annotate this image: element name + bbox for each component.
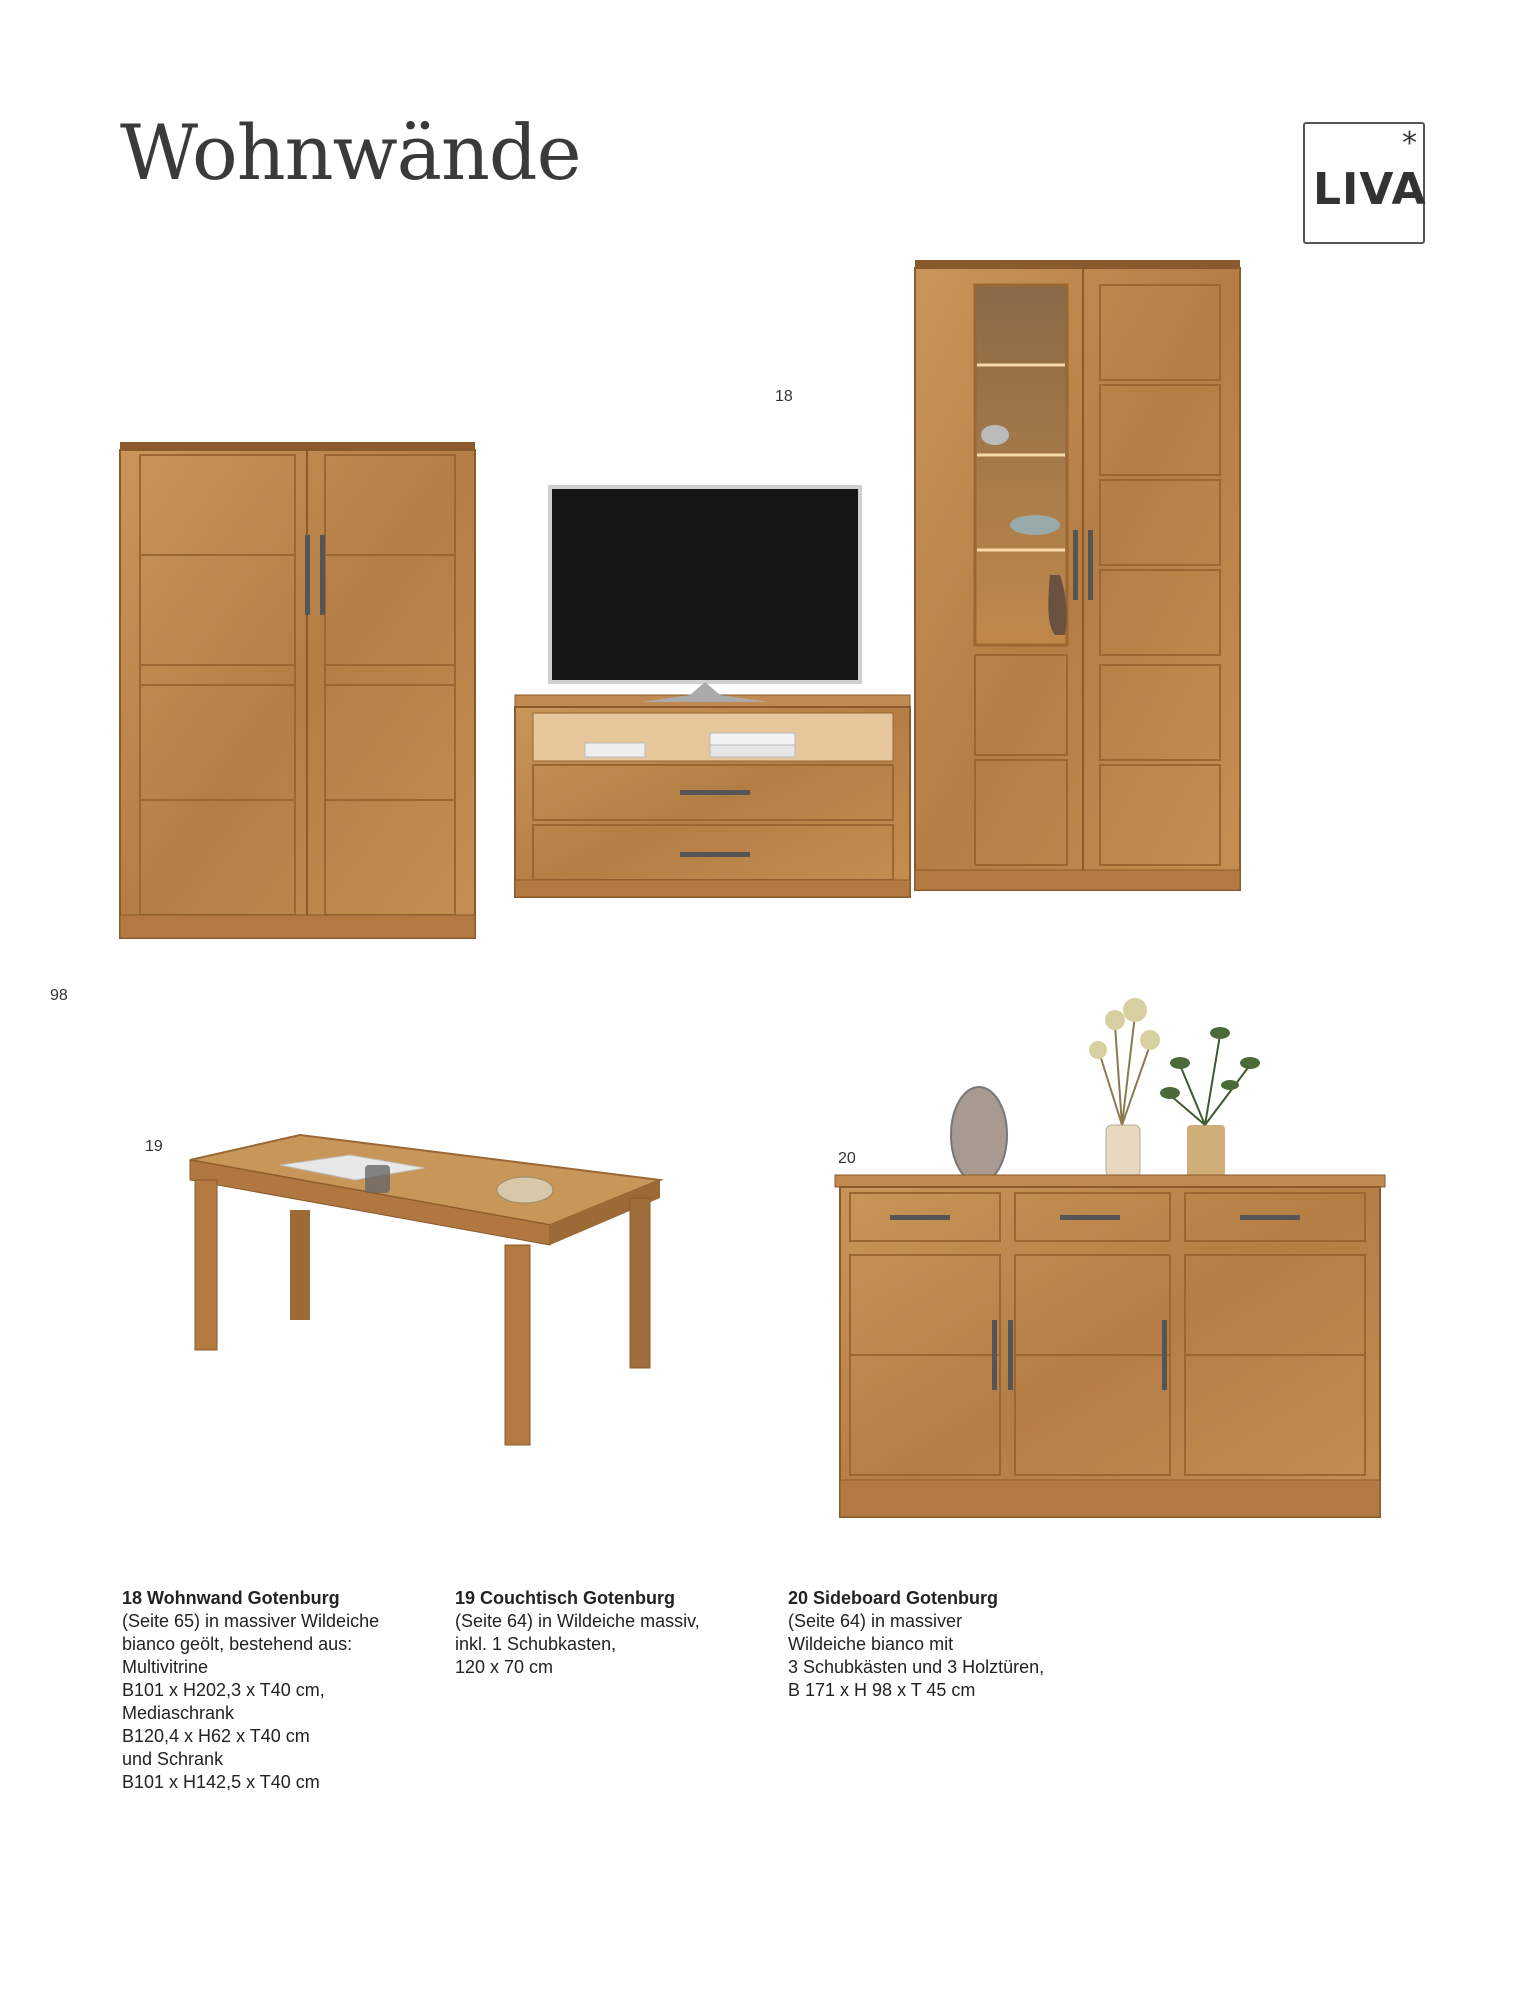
caption-line: 3 Schubkästen und 3 Holztüren, bbox=[788, 1657, 1045, 1677]
sideboard-photo bbox=[830, 975, 1390, 1575]
logo-asterisk-icon: * bbox=[1402, 126, 1417, 161]
caption-line: (Seite 64) in massiver bbox=[788, 1611, 963, 1631]
caption-line: inkl. 1 Schubkasten, bbox=[455, 1634, 617, 1654]
caption-line: B120,4 x H62 x T40 cm bbox=[122, 1726, 310, 1746]
tv bbox=[550, 487, 860, 702]
caption-sideboard bbox=[788, 1587, 1108, 1702]
caption-heading: 20 Sideboard Gotenburg bbox=[788, 1588, 999, 1608]
caption-line: B101 x H202,3 x T40 cm, bbox=[122, 1680, 325, 1700]
caption-line: Multivitrine bbox=[122, 1657, 209, 1677]
caption-line: B 171 x H 98 x T 45 cm bbox=[788, 1680, 976, 1700]
couchtisch-photo bbox=[150, 1130, 670, 1460]
schrank bbox=[120, 442, 475, 938]
caption-line: 120 x 70 cm bbox=[455, 1657, 554, 1677]
caption-line: (Seite 64) in Wildeiche massiv, bbox=[455, 1611, 700, 1631]
product-number-18: 18 bbox=[775, 388, 793, 405]
caption-line: und Schrank bbox=[122, 1749, 224, 1769]
page-number: 98 bbox=[50, 987, 68, 1004]
caption-line: bianco geölt, bestehend aus: bbox=[122, 1634, 353, 1654]
mediaschrank bbox=[515, 695, 910, 897]
caption-heading: 18 Wohnwand Gotenburg bbox=[122, 1588, 340, 1608]
logo-text: LIVA bbox=[1313, 164, 1427, 215]
caption-couchtisch bbox=[455, 1587, 775, 1679]
multivitrine bbox=[915, 260, 1240, 890]
product-number-20: 20 bbox=[838, 1150, 856, 1167]
wohnwand-photo bbox=[115, 255, 1245, 945]
caption-heading: 19 Couchtisch Gotenburg bbox=[455, 1588, 676, 1608]
page-title: Wohnwände bbox=[120, 108, 581, 197]
caption-line: (Seite 65) in massiver Wildeiche bbox=[122, 1611, 380, 1631]
caption-line: B101 x H142,5 x T40 cm bbox=[122, 1772, 320, 1792]
caption-wohnwand bbox=[122, 1587, 442, 1794]
product-number-19: 19 bbox=[145, 1138, 163, 1155]
caption-line: Wildeiche bianco mit bbox=[788, 1634, 954, 1654]
caption-line: Mediaschrank bbox=[122, 1703, 235, 1723]
brand-logo bbox=[1303, 122, 1425, 244]
